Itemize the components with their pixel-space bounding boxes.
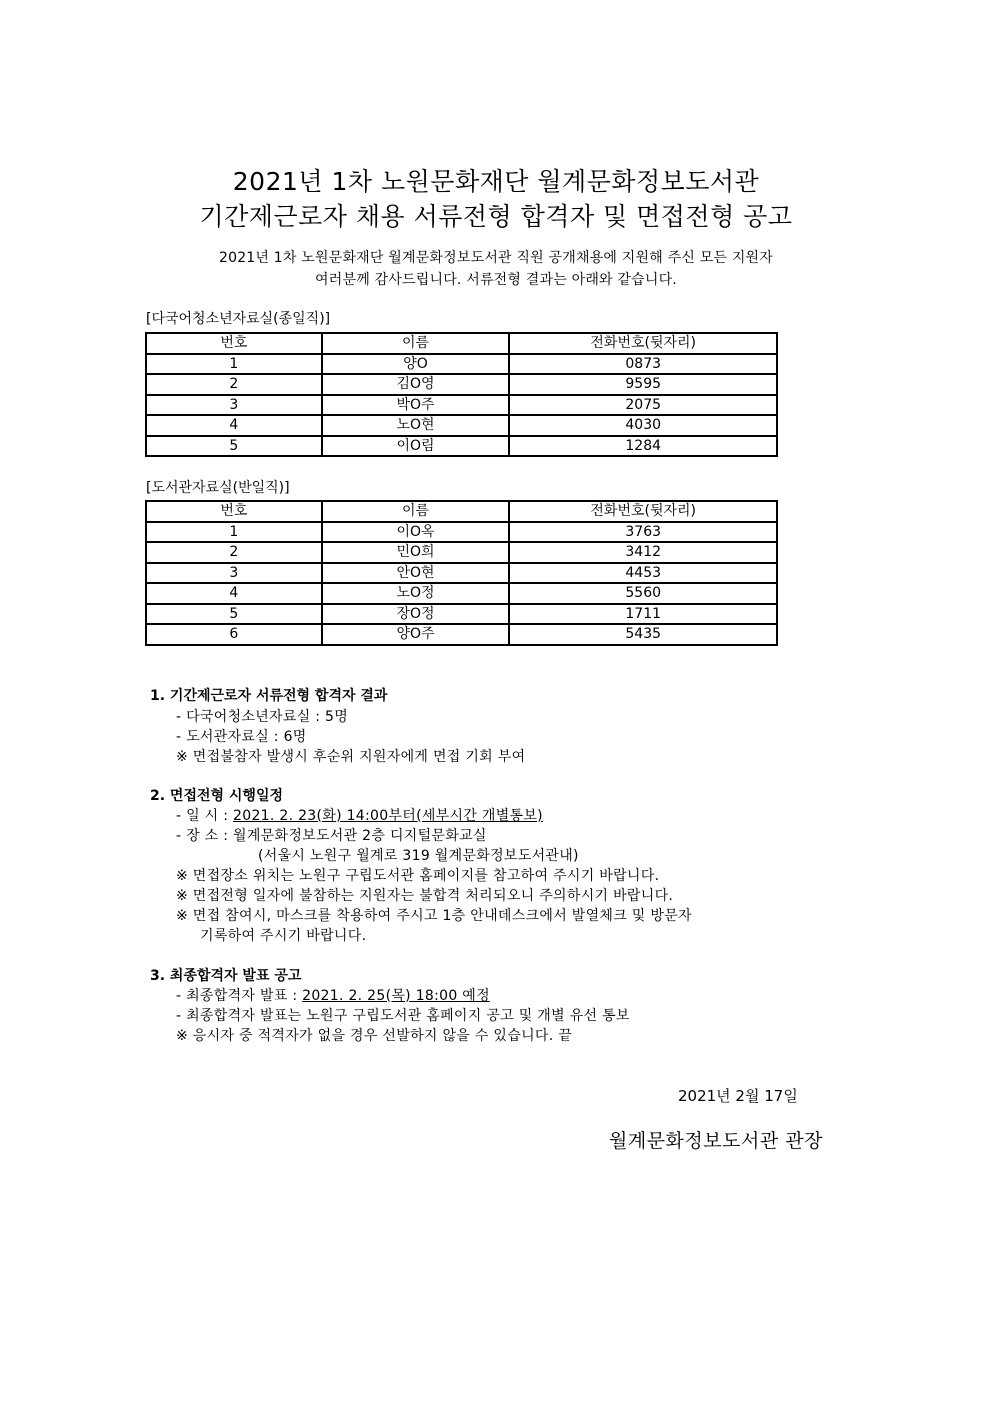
signature: 월계문화정보도서관 관장 [609,1130,823,1152]
table-cell: 2075 [509,395,777,416]
table-row [146,415,777,436]
table-cell: 4453 [509,563,777,584]
table-cell: 0873 [509,354,777,375]
table-row [146,374,777,395]
table-row [146,624,777,645]
section2-heading: 2. 면접전형 시행일정 [150,788,283,804]
final-announce-line [176,985,490,1005]
interview-date-line [176,805,543,825]
header-cell: 전화번호(뒷자리) [509,333,777,354]
table-cell: 김O영 [322,374,510,395]
table-header-row [146,333,777,354]
section1-item: - 도서관자료실 : 6명 [176,729,307,745]
table-cell: 5560 [509,583,777,604]
table-cell: 6 [146,624,322,645]
section2-note: ※ 면접전형 일자에 불참하는 지원자는 불합격 처리되오니 주의하시기 바랍니다. [176,888,674,904]
table-cell: 1284 [509,436,777,457]
table-cell: 5 [146,436,322,457]
table-cell: 3763 [509,522,777,543]
header-cell: 전화번호(뒷자리) [509,501,777,522]
table-row [146,436,777,457]
header-cell: 이름 [322,333,510,354]
section1-item: - 다국어청소년자료실 : 5명 [176,709,349,725]
table-cell: 노O현 [322,415,510,436]
title-line-1: 2021년 1차 노원문화재단 월계문화정보도서관 [232,167,760,196]
section2-note-continued: 기록하여 주시기 바랍니다. [200,928,367,944]
intro-line-2: 여러분께 감사드립니다. 서류전형 결과는 아래와 같습니다. [315,272,677,288]
table-cell: 노O정 [322,583,510,604]
section1-heading: 1. 기간제근로자 서류전형 합격자 결과 [150,688,388,704]
interview-date-label: - 일 시 : [176,808,234,824]
table1 [145,332,778,457]
header-cell: 번호 [146,501,322,522]
table-cell: 9595 [509,374,777,395]
table-cell: 1 [146,354,322,375]
section2-note: ※ 면접장소 위치는 노원구 구립도서관 홈페이지를 참고하여 주시기 바랍니다. [176,868,660,884]
table-cell: 5 [146,604,322,625]
table-row [146,563,777,584]
table-cell: 장O정 [322,604,510,625]
interview-place-line: - 장 소 : 월계문화정보도서관 2층 디지털문화교실 [176,828,487,844]
table-cell: 이O옥 [322,522,510,543]
table-cell: 4030 [509,415,777,436]
table-cell: 민O희 [322,542,510,563]
header-cell: 이름 [322,501,510,522]
document-date: 2021년 2월 17일 [678,1087,798,1105]
table-cell: 박O주 [322,395,510,416]
table-row [146,354,777,375]
table2 [145,500,778,646]
table-cell: 5435 [509,624,777,645]
table-cell: 4 [146,583,322,604]
intro-line-1: 2021년 1차 노원문화재단 월계문화정보도서관 직원 공개채용에 지원해 주신 모든 지원자 [218,250,773,266]
table-cell: 3412 [509,542,777,563]
section1-note: ※ 면접불참자 발생시 후순위 지원자에게 면접 기회 부여 [176,749,526,765]
table-row [146,604,777,625]
table-cell: 안O현 [322,563,510,584]
final-announce-label: - 최종합격자 발표 : [176,988,303,1004]
interview-address: (서울시 노원구 월계로 319 월계문화정보도서관내) [258,848,579,864]
table2-label: [도서관자료실(반일직)] [146,480,290,496]
table-cell: 4 [146,415,322,436]
table-cell: 양O주 [322,624,510,645]
table-row [146,542,777,563]
table1-label: [다국어청소년자료실(종일직)] [146,311,331,327]
section2-note: ※ 면접 참여시, 마스크를 착용하여 주시고 1층 안내데스크에서 발열체크 및 방문자 [176,908,692,924]
header-cell: 번호 [146,333,322,354]
section3-item: - 최종합격자 발표는 노원구 구립도서관 홈페이지 공고 및 개별 유선 통보 [176,1008,630,1024]
table-cell: 이O림 [322,436,510,457]
table-cell: 3 [146,563,322,584]
table-cell: 2 [146,542,322,563]
table-cell: 양O [322,354,510,375]
final-announce-value: 2021. 2. 25(목) 18:00 예정 [302,988,490,1004]
table-header-row [146,501,777,522]
table-row [146,395,777,416]
table-cell: 1 [146,522,322,543]
table-row [146,583,777,604]
section3-heading: 3. 최종합격자 발표 공고 [150,968,302,984]
table-row [146,522,777,543]
title-line-2: 기간제근로자 채용 서류전형 합격자 및 면접전형 공고 [199,202,793,231]
table-cell: 2 [146,374,322,395]
interview-date-value: 2021. 2. 23(화) 14:00부터(세부시간 개별통보) [233,808,543,824]
table-cell: 3 [146,395,322,416]
table-cell: 1711 [509,604,777,625]
section3-note: ※ 응시자 중 적격자가 없을 경우 선발하지 않을 수 있습니다. 끝 [176,1028,573,1044]
